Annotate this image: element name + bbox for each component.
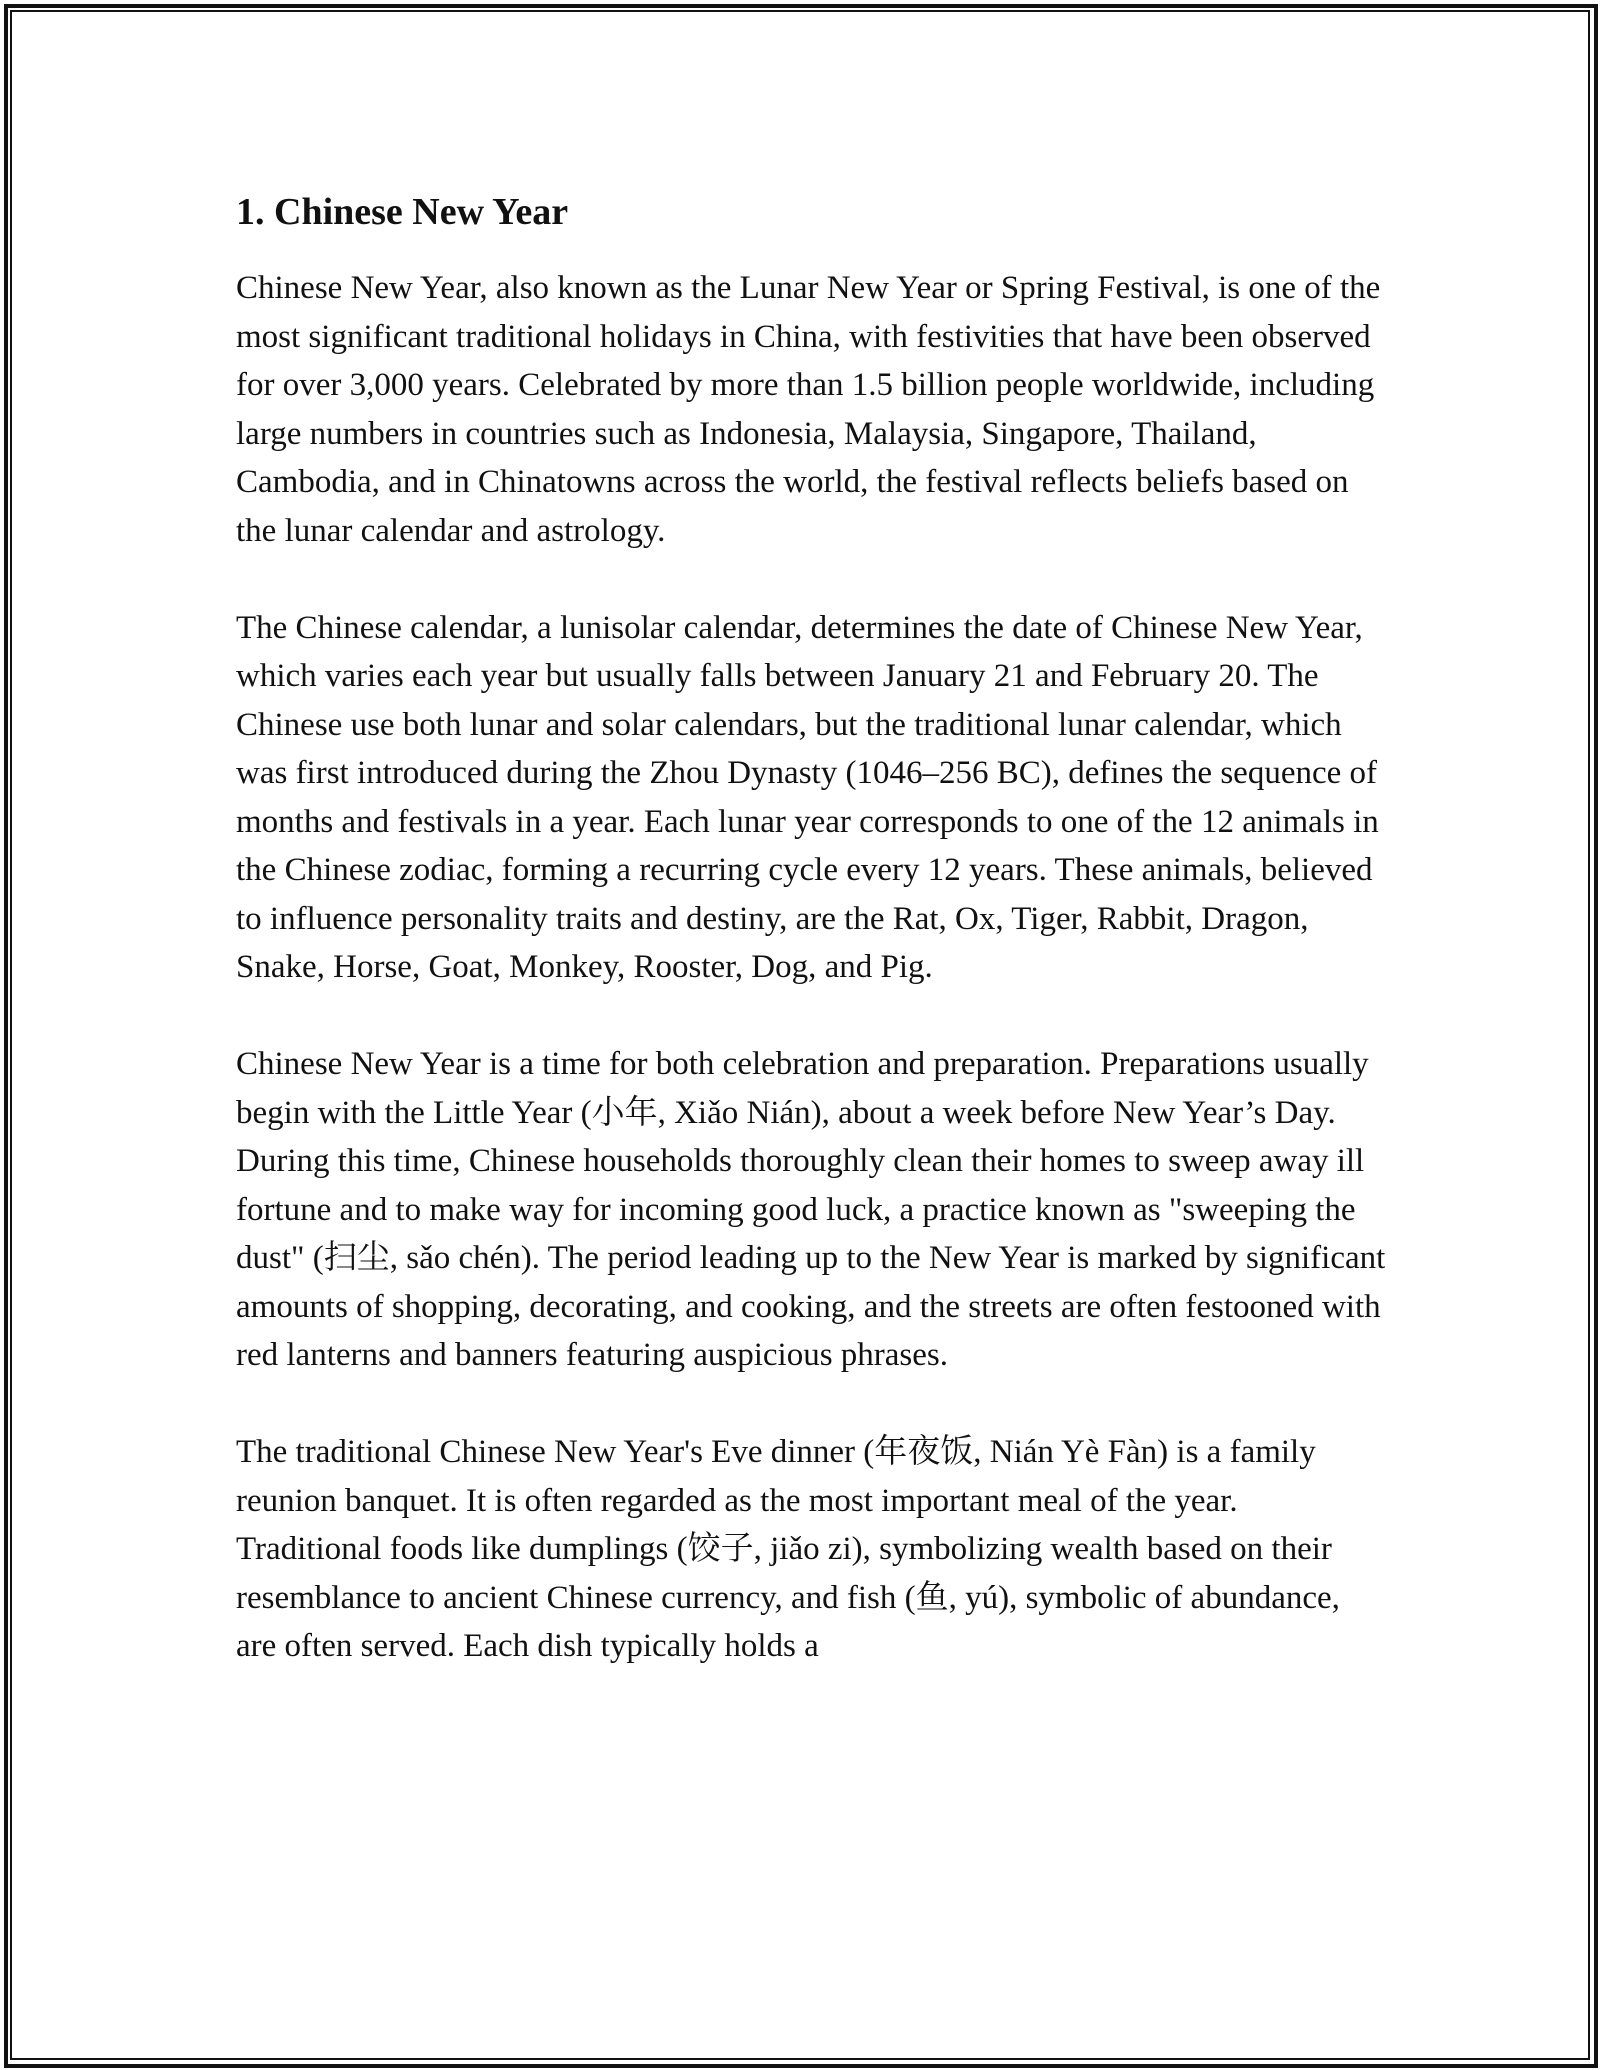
document-body [236,186,1386,1671]
paragraph-dinner: The traditional Chinese New Year's Eve dinner (年夜饭, Nián Yè Fàn) is a family reunion banquet. It is often regarded as the most important meal of the year. Traditional foods like dumplings (饺子, jiǎo zi), symbolizing wealth based on their resemblance to ancient Chinese currency, and fish (鱼, yú), symbolic of abundance, are often served. Each dish typically holds a [236,1434,1340,1664]
paragraph-calendar: The Chinese calendar, a lunisolar calendar, determines the date of Chinese New Year, which varies each year but usually falls between January 21 and February 20. The Chinese use both lunar and solar calendars, but the traditional lunar calendar, which was first introduced during the Zhou Dynasty (1046–256 BC), defines the sequence of months and festivals in a year. Each lunar year corresponds to one of the 12 animals in the Chinese zodiac, forming a recurring cycle every 12 years. These animals, believed to influence personality traits and destiny, are the Rat, Ox, Tiger, Rabbit, Dragon, Snake, Horse, Goat, Monkey, Rooster, Dog, and Pig. [236,609,1379,985]
paragraph-preparation: Chinese New Year is a time for both celebration and preparation. Preparations usually begin with the Little Year (小年, Xiǎo Nián), about a week before New Year’s Day. During this time, Chinese households thoroughly clean their homes to sweep away ill fortune and to make way for incoming good luck, a practice known as "sweeping the dust" (扫尘, sǎo chén). The period leading up to the New Year is marked by significant amounts of shopping, decorating, and cooking, and the streets are often festooned with red lanterns and banners featuring auspicious phrases. [236,1046,1386,1373]
section-heading: 1. Chinese New Year [236,191,569,233]
paragraph-intro: Chinese New Year, also known as the Lunar New Year or Spring Festival, is one of the most significant traditional holidays in China, with festivities that have been observed for over 3,000 years. Celebrated by more than 1.5 billion people worldwide, including large numbers in countries such as Indonesia, Malaysia, Singapore, Thailand, Cambodia, and in Chinatowns across the world, the festival reflects beliefs based on the lunar calendar and astrology. [236,270,1381,549]
